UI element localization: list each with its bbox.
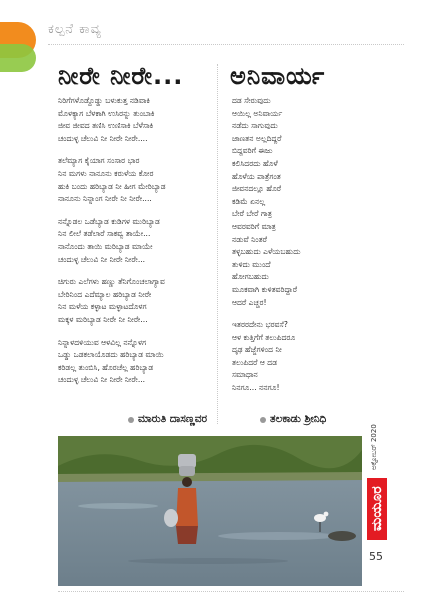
header-divider — [48, 44, 404, 45]
bullet-icon — [128, 417, 134, 423]
poem-line: ತಳ್ಳಬಹುದು ಎಳೆಯಬಹುದು — [232, 247, 301, 257]
poem-line: ಮೂಕವಾಗಿ ಕುಳಿತವರಿದ್ದಾರೆ — [232, 284, 298, 294]
poem-line: ಚಂದುಳ್ಳ ಚೆಲುವಿ ನೀ ನೀರೇ ನೀರೇ... — [58, 375, 146, 385]
column-divider — [217, 64, 218, 424]
poem-line: ಆಳ ಕುತ್ತಿಗೆಗೆ ತಲುಪಿದರೂ — [232, 332, 296, 342]
poem-line: ದೃಢ ಹೆಜ್ಜೆಗಳಿಂದ ನೀ — [232, 345, 282, 355]
poem-title-left: ನೀರೇ ನೀರೇ... — [58, 62, 184, 90]
poem-line: ತಲುಪಿದರೆ ಆ ದಡ — [232, 357, 278, 367]
author-right — [260, 413, 326, 426]
poem-line: ಕಡಿಮೆ ಏನಲ್ಲ — [232, 196, 266, 206]
poem-line: ಜೀವನದಲ್ಲೂ ಹೊರೆ — [232, 184, 282, 194]
poem-line: ಆದರೆ ಎಚ್ಚರ! — [232, 297, 267, 307]
poem-body-left — [58, 95, 208, 387]
poem-title-right: ಅನಿವಾರ್ಯ — [230, 62, 326, 90]
page-number: 55 — [369, 550, 383, 563]
poem-line: ಒಡ್ಡು ಒಡಕಲಾಯೊಡದು ಹರಿಬ್ಯಾಡ ಮಾಯಿ — [58, 350, 164, 360]
river-photo — [58, 436, 362, 586]
poem-line: ಕರಿಡಲ್ಲ ತುಂಬಿಸಿ, ಹೊರಚೆಲ್ಲ ಹರಿಬ್ಯಾಡ — [58, 362, 154, 372]
magazine-logo: ಮಯೂರ — [367, 478, 387, 540]
stanza-gap — [232, 309, 362, 319]
stanza-gap — [58, 206, 208, 216]
stanza-gap — [58, 266, 208, 276]
poem-line: ಹುಕಿ ಬಂದು ಹರಿಬ್ಯಾಡ ನೀ ಹೀಗ ಮೇರಿಬ್ಯಾಡ — [58, 181, 166, 191]
stanza-gap — [58, 327, 208, 337]
poem-line: ಆಯಿಲ್ಲ ಅನಿವಾರ್ಯ — [232, 108, 283, 118]
poem-line: ಬೇರಿನಿಂದ ಎದೆಮ್ಯಾಲ ಹರಿಬ್ಯಾಡ ನೀರೇ — [58, 289, 152, 299]
poem-line: ಸಮಾಧಾನ — [232, 370, 258, 380]
poem-line: ನಡೆದು ಸಾಗುವುದು — [232, 121, 278, 131]
poem-line: ನಿನ್ನಾಳದಳಿಯುವ ಆಳವಿಲ್ಲ ನನ್ನೊಳಗ — [58, 337, 147, 347]
poem-line: ನಿರಿಗೆಗಳೊಡ್ದೊಡ್ಡು ಬಳುಕುತ್ತ ನಡಿವಾಕಿ — [58, 96, 150, 105]
poem-line: ಜೀವ ಜೀವದ ತಣಿಸಿ ಉಣಿಸಾಕಿ ಬೆಳೆಸಾಕಿ — [58, 121, 154, 131]
author-left — [128, 413, 207, 426]
poem-line: ನನ್ನೊಡಲ ಒಡೆಬ್ಯಾಡ ಕುಡಿಗಳ ಮುರಿಬ್ಯಾಡ — [58, 216, 160, 226]
poem-line: ಹೊಳೆಯ ಪಾತ್ರೆಗಂತ — [232, 171, 281, 181]
poem-line: ಚಂದುಳ್ಳ ಚೆಲುವಿ ನೀ ನೀರೇ ನೀರೇ... — [58, 254, 146, 264]
poem-line: ಇತರರದೇನು ಭರವಸೆ? — [232, 320, 288, 330]
poem-line: ಬೇರೆ ಬೇರೆ ಗಾತ್ರ — [232, 209, 272, 219]
poem-line: ನಿನ ಮಗಳು ನಾನೂನು ಕರುಳೆಯ ಕೋರ — [58, 168, 154, 178]
bullet-icon — [260, 417, 266, 423]
poem-line: ಚಿಗುರು ಎಲೆಗಳು ಹಣ್ಣು ತೆನಿಗೊಂಚಲಾಗ್ಯಾವ — [58, 277, 165, 287]
poem-line: ತಲೆಮ್ಯಾಗ ಕೈಯಾಗ ಸಂಸಾರ ಭಾರ — [58, 156, 140, 166]
section-label: ಕಲ್ಪನೆ ಕಾವ್ಯ — [48, 22, 102, 37]
poem-line: ನಡುವೆ ನಿಂತರೆ — [232, 234, 267, 244]
poem-line: ನಿನ ಲೀಲೆ ತಡೆಲಾರೆ ಸಾಕವ್ವ ತಾಯೇ... — [58, 229, 151, 239]
stanza-gap — [58, 145, 208, 155]
issue-date: ಅಕ್ಟೋಬರ್ 2020 — [370, 424, 378, 470]
poem-line: ಚಂದುಳ್ಳ ಚೆಲುವಿ ನೀ ನೀರೇ ನೀರೇ.... — [58, 133, 148, 143]
poem-line: ನಿನ ಮಳೆಯ ಕಳ್ಳಾಟ ಮಳ್ಳಾಟದೊಳಗ — [58, 302, 147, 312]
footer-divider — [58, 591, 404, 592]
poem-line: ನಿನಗೂ... ನನಗೂ! — [232, 383, 280, 393]
poem-body-right — [232, 95, 362, 395]
section-marker — [0, 22, 36, 76]
poem-line: ಬಿದ್ದವರಿಗೆ ಈಜು — [232, 146, 273, 156]
poem-line: ಹೋಗಬಹುದು — [232, 272, 269, 282]
poem-line: ನಾನೂನು ನಿನ್ನಾಂಗ ನೀರೇ ನೀ ನೀರೇ.... — [58, 194, 152, 204]
poem-line: ನಾನೊಂದು ತಾಯಿ ಮರಿಬ್ಯಾಡ ಮಾಯೇ — [58, 241, 153, 251]
poem-line: ಕಲಿಸಿದರದು ಹೊಳೆ — [232, 158, 278, 168]
poem-line: ದಡ ಸೇರುವುದು — [232, 96, 271, 105]
poem-line: ಮಕ್ಕಳ ಮರಿಬ್ಯಾಡ ನೀರೇ ನೀ ನೀರೇ... — [58, 314, 148, 324]
poem-line: ತುಳಿದು ಮುಂದೆ — [232, 259, 271, 269]
author-name-right: ತಲಕಾಡು ಶ್ರೀನಿಧಿ — [270, 413, 327, 425]
poem-line: ಜಾಣತನ ಅಲ್ಲದಿದ್ದರೆ — [232, 133, 282, 143]
poem-line: ಆವರವರಿಗೆ ಮಾತ್ರ — [232, 221, 276, 231]
poem-line: ಮೊಳಕ್ಯಾಗ ಬೆಳಕಾಗಿ ಉಸಿರನ್ನು ತುಂಬಾಕಿ — [58, 108, 155, 118]
author-name-left: ಮಾರುತಿ ದಾಸಣ್ಣವರ — [138, 413, 208, 425]
